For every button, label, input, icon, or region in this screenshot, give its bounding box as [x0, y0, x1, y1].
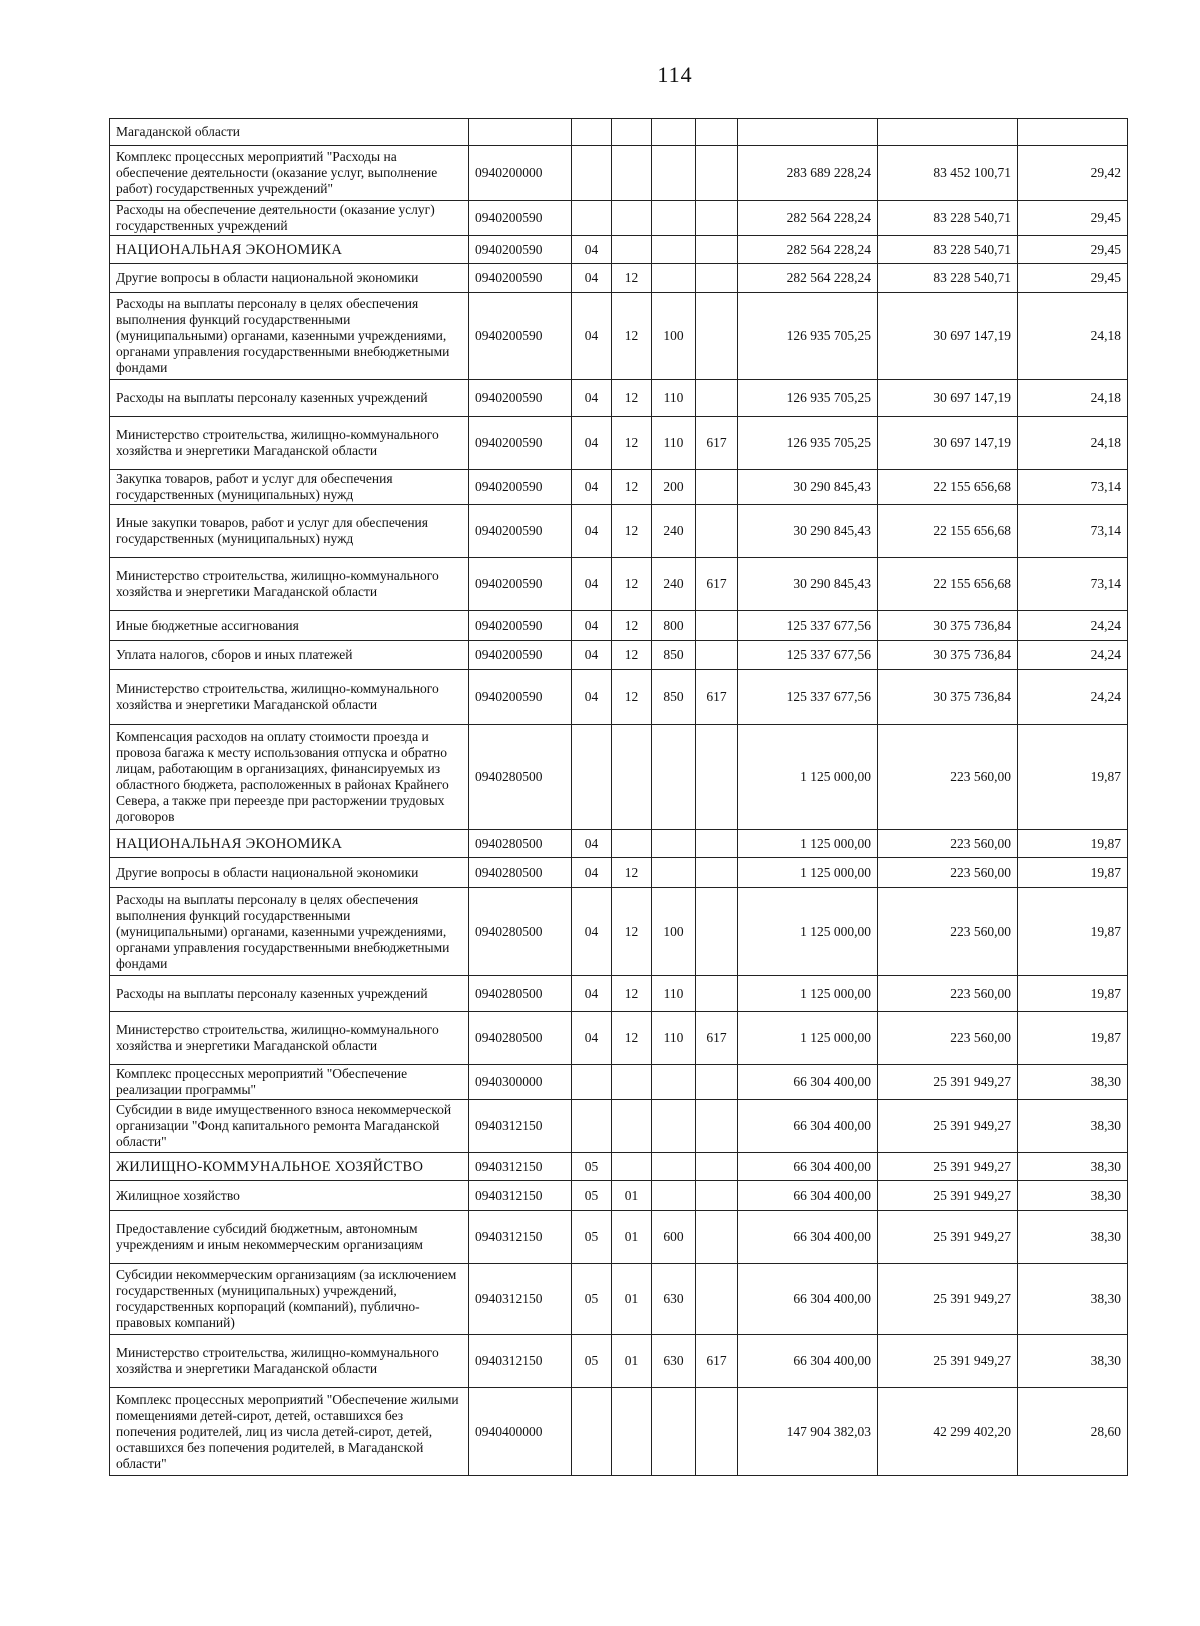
- section-code-cell: 05: [572, 1211, 612, 1264]
- planned-amount-cell: 1 125 000,00: [738, 888, 878, 976]
- table-row: [110, 417, 1128, 470]
- row-name-cell: Комплекс процессных мероприятий "Обеспечение реализации программы": [110, 1065, 469, 1100]
- expense-type-code-cell: 100: [652, 293, 696, 380]
- table-row: [110, 236, 1128, 264]
- planned-amount-cell: 66 304 400,00: [738, 1264, 878, 1335]
- planned-amount-cell: 1 125 000,00: [738, 830, 878, 858]
- table-row: [110, 146, 1128, 201]
- expense-type-code-cell: [652, 1100, 696, 1153]
- administrator-code-cell: 617: [696, 1335, 738, 1388]
- table-row: [110, 1100, 1128, 1153]
- row-name-cell: НАЦИОНАЛЬНАЯ ЭКОНОМИКА: [110, 236, 469, 264]
- planned-amount-cell: 147 904 382,03: [738, 1388, 878, 1476]
- subsection-code-cell: 12: [612, 858, 652, 888]
- planned-amount-cell: 126 935 705,25: [738, 417, 878, 470]
- section-code-cell: 04: [572, 976, 612, 1012]
- execution-percent-cell: 24,18: [1018, 417, 1128, 470]
- target-code-cell: [469, 119, 572, 146]
- expense-type-code-cell: [652, 725, 696, 830]
- row-name-cell: Расходы на обеспечение деятельности (оказание услуг) государственных учреждений: [110, 201, 469, 236]
- row-name-cell: Иные бюджетные ассигнования: [110, 611, 469, 641]
- section-code-cell: [572, 1100, 612, 1153]
- target-code-cell: 0940280500: [469, 976, 572, 1012]
- expense-type-code-cell: [652, 201, 696, 236]
- administrator-code-cell: [696, 264, 738, 293]
- target-code-cell: 0940200590: [469, 264, 572, 293]
- subsection-code-cell: [612, 830, 652, 858]
- execution-percent-cell: 24,24: [1018, 670, 1128, 725]
- section-code-cell: 04: [572, 641, 612, 670]
- expense-type-code-cell: 600: [652, 1211, 696, 1264]
- table-row: [110, 380, 1128, 417]
- subsection-code-cell: 12: [612, 1012, 652, 1065]
- executed-amount-cell: 42 299 402,20: [878, 1388, 1018, 1476]
- administrator-code-cell: 617: [696, 1012, 738, 1065]
- row-name-cell: Министерство строительства, жилищно-коммунального хозяйства и энергетики Магаданской области: [110, 670, 469, 725]
- section-code-cell: [572, 1388, 612, 1476]
- subsection-code-cell: 12: [612, 505, 652, 558]
- section-code-cell: [572, 725, 612, 830]
- administrator-code-cell: [696, 888, 738, 976]
- planned-amount-cell: 66 304 400,00: [738, 1065, 878, 1100]
- administrator-code-cell: [696, 1388, 738, 1476]
- section-code-cell: 04: [572, 858, 612, 888]
- section-code-cell: 04: [572, 1012, 612, 1065]
- execution-percent-cell: 19,87: [1018, 976, 1128, 1012]
- planned-amount-cell: 1 125 000,00: [738, 725, 878, 830]
- execution-percent-cell: 38,30: [1018, 1264, 1128, 1335]
- target-code-cell: 0940312150: [469, 1153, 572, 1181]
- section-code-cell: 05: [572, 1181, 612, 1211]
- planned-amount-cell: 282 564 228,24: [738, 264, 878, 293]
- section-code-cell: [572, 146, 612, 201]
- target-code-cell: 0940200590: [469, 417, 572, 470]
- subsection-code-cell: 01: [612, 1264, 652, 1335]
- executed-amount-cell: 22 155 656,68: [878, 558, 1018, 611]
- section-code-cell: 04: [572, 264, 612, 293]
- subsection-code-cell: [612, 236, 652, 264]
- page-number: 114: [657, 62, 693, 87]
- table-row: [110, 858, 1128, 888]
- administrator-code-cell: 617: [696, 670, 738, 725]
- target-code-cell: 0940280500: [469, 858, 572, 888]
- planned-amount-cell: 66 304 400,00: [738, 1211, 878, 1264]
- executed-amount-cell: 22 155 656,68: [878, 470, 1018, 505]
- executed-amount-cell: 25 391 949,27: [878, 1335, 1018, 1388]
- subsection-code-cell: [612, 725, 652, 830]
- subsection-code-cell: [612, 1388, 652, 1476]
- execution-percent-cell: 19,87: [1018, 888, 1128, 976]
- target-code-cell: 0940280500: [469, 1012, 572, 1065]
- section-code-cell: 04: [572, 470, 612, 505]
- administrator-code-cell: [696, 1181, 738, 1211]
- row-name-cell: Другие вопросы в области национальной экономики: [110, 858, 469, 888]
- section-code-cell: [572, 1065, 612, 1100]
- table-row: [110, 1211, 1128, 1264]
- expense-type-code-cell: 110: [652, 976, 696, 1012]
- target-code-cell: 0940312150: [469, 1211, 572, 1264]
- execution-percent-cell: 38,30: [1018, 1100, 1128, 1153]
- row-name-cell: ЖИЛИЩНО-КОММУНАЛЬНОЕ ХОЗЯЙСТВО: [110, 1153, 469, 1181]
- execution-percent-cell: 24,18: [1018, 380, 1128, 417]
- target-code-cell: 0940200590: [469, 505, 572, 558]
- subsection-code-cell: 12: [612, 670, 652, 725]
- table-row: [110, 888, 1128, 976]
- table-row: [110, 264, 1128, 293]
- target-code-cell: 0940200590: [469, 670, 572, 725]
- table-row: [110, 641, 1128, 670]
- planned-amount-cell: 1 125 000,00: [738, 976, 878, 1012]
- table-row: [110, 1065, 1128, 1100]
- executed-amount-cell: 30 697 147,19: [878, 417, 1018, 470]
- subsection-code-cell: [612, 119, 652, 146]
- section-code-cell: 04: [572, 830, 612, 858]
- execution-percent-cell: 38,30: [1018, 1153, 1128, 1181]
- executed-amount-cell: 223 560,00: [878, 976, 1018, 1012]
- table-row: [110, 119, 1128, 146]
- administrator-code-cell: [696, 1065, 738, 1100]
- table-row: [110, 201, 1128, 236]
- executed-amount-cell: 83 452 100,71: [878, 146, 1018, 201]
- planned-amount-cell: 1 125 000,00: [738, 1012, 878, 1065]
- row-name-cell: Иные закупки товаров, работ и услуг для обеспечения государственных (муниципальных) нужд: [110, 505, 469, 558]
- administrator-code-cell: [696, 505, 738, 558]
- planned-amount-cell: 30 290 845,43: [738, 558, 878, 611]
- subsection-code-cell: [612, 1065, 652, 1100]
- expense-type-code-cell: [652, 264, 696, 293]
- expense-type-code-cell: [652, 119, 696, 146]
- planned-amount-cell: 283 689 228,24: [738, 146, 878, 201]
- expense-type-code-cell: [652, 1153, 696, 1181]
- row-name-cell: Субсидии некоммерческим организациям (за исключением государственных (муниципальных) учреждений, государственных корпораций (компаний), публично-правовых компаний): [110, 1264, 469, 1335]
- administrator-code-cell: [696, 470, 738, 505]
- executed-amount-cell: 25 391 949,27: [878, 1153, 1018, 1181]
- executed-amount-cell: 223 560,00: [878, 888, 1018, 976]
- expense-type-code-cell: [652, 146, 696, 201]
- executed-amount-cell: 223 560,00: [878, 725, 1018, 830]
- executed-amount-cell: 83 228 540,71: [878, 201, 1018, 236]
- section-code-cell: [572, 119, 612, 146]
- target-code-cell: 0940312150: [469, 1181, 572, 1211]
- subsection-code-cell: 12: [612, 611, 652, 641]
- executed-amount-cell: 223 560,00: [878, 1012, 1018, 1065]
- administrator-code-cell: [696, 1211, 738, 1264]
- subsection-code-cell: [612, 146, 652, 201]
- subsection-code-cell: 12: [612, 641, 652, 670]
- expense-type-code-cell: 200: [652, 470, 696, 505]
- row-name-cell: НАЦИОНАЛЬНАЯ ЭКОНОМИКА: [110, 830, 469, 858]
- table-row: [110, 1264, 1128, 1335]
- execution-percent-cell: 29,42: [1018, 146, 1128, 201]
- executed-amount-cell: 25 391 949,27: [878, 1065, 1018, 1100]
- target-code-cell: 0940200000: [469, 146, 572, 201]
- executed-amount-cell: 30 375 736,84: [878, 611, 1018, 641]
- expense-type-code-cell: 240: [652, 505, 696, 558]
- executed-amount-cell: 25 391 949,27: [878, 1100, 1018, 1153]
- execution-percent-cell: 38,30: [1018, 1181, 1128, 1211]
- target-code-cell: 0940400000: [469, 1388, 572, 1476]
- expense-type-code-cell: 630: [652, 1335, 696, 1388]
- planned-amount-cell: 30 290 845,43: [738, 505, 878, 558]
- executed-amount-cell: 30 697 147,19: [878, 380, 1018, 417]
- administrator-code-cell: [696, 380, 738, 417]
- expense-type-code-cell: 110: [652, 1012, 696, 1065]
- section-code-cell: 04: [572, 417, 612, 470]
- administrator-code-cell: [696, 293, 738, 380]
- target-code-cell: 0940200590: [469, 611, 572, 641]
- subsection-code-cell: 12: [612, 976, 652, 1012]
- subsection-code-cell: 12: [612, 264, 652, 293]
- section-code-cell: 05: [572, 1335, 612, 1388]
- subsection-code-cell: 12: [612, 380, 652, 417]
- planned-amount-cell: 126 935 705,25: [738, 380, 878, 417]
- table-row: [110, 1335, 1128, 1388]
- table-row: [110, 670, 1128, 725]
- table-row: [110, 830, 1128, 858]
- expense-type-code-cell: [652, 236, 696, 264]
- administrator-code-cell: [696, 236, 738, 264]
- target-code-cell: 0940312150: [469, 1100, 572, 1153]
- administrator-code-cell: [696, 1153, 738, 1181]
- expense-type-code-cell: [652, 1181, 696, 1211]
- administrator-code-cell: 617: [696, 558, 738, 611]
- planned-amount-cell: 30 290 845,43: [738, 470, 878, 505]
- execution-percent-cell: 29,45: [1018, 236, 1128, 264]
- administrator-code-cell: [696, 201, 738, 236]
- expense-type-code-cell: 800: [652, 611, 696, 641]
- planned-amount-cell: 282 564 228,24: [738, 201, 878, 236]
- executed-amount-cell: 25 391 949,27: [878, 1211, 1018, 1264]
- section-code-cell: 04: [572, 380, 612, 417]
- executed-amount-cell: 223 560,00: [878, 858, 1018, 888]
- section-code-cell: 04: [572, 558, 612, 611]
- executed-amount-cell: 223 560,00: [878, 830, 1018, 858]
- subsection-code-cell: 01: [612, 1181, 652, 1211]
- execution-percent-cell: 19,87: [1018, 1012, 1128, 1065]
- administrator-code-cell: 617: [696, 417, 738, 470]
- section-code-cell: [572, 201, 612, 236]
- row-name-cell: Магаданской области: [110, 119, 469, 146]
- target-code-cell: 0940200590: [469, 236, 572, 264]
- row-name-cell: Предоставление субсидий бюджетным, автономным учреждениям и иным некоммерческим организациям: [110, 1211, 469, 1264]
- subsection-code-cell: [612, 1153, 652, 1181]
- execution-percent-cell: 29,45: [1018, 264, 1128, 293]
- target-code-cell: 0940200590: [469, 558, 572, 611]
- executed-amount-cell: 83 228 540,71: [878, 236, 1018, 264]
- section-code-cell: 05: [572, 1264, 612, 1335]
- target-code-cell: 0940280500: [469, 888, 572, 976]
- planned-amount-cell: 126 935 705,25: [738, 293, 878, 380]
- expense-type-code-cell: 110: [652, 417, 696, 470]
- target-code-cell: 0940280500: [469, 830, 572, 858]
- target-code-cell: 0940280500: [469, 725, 572, 830]
- target-code-cell: 0940300000: [469, 1065, 572, 1100]
- row-name-cell: Комплекс процессных мероприятий "Расходы на обеспечение деятельности (оказание услуг, выполнение работ) государственных учреждений": [110, 146, 469, 201]
- row-name-cell: Субсидии в виде имущественного взноса некоммерческой организации "Фонд капитального ремонта Магаданской области": [110, 1100, 469, 1153]
- expense-type-code-cell: 850: [652, 670, 696, 725]
- administrator-code-cell: [696, 119, 738, 146]
- execution-percent-cell: 19,87: [1018, 830, 1128, 858]
- expense-type-code-cell: 630: [652, 1264, 696, 1335]
- subsection-code-cell: 12: [612, 293, 652, 380]
- table-row: [110, 1153, 1128, 1181]
- administrator-code-cell: [696, 611, 738, 641]
- target-code-cell: 0940200590: [469, 380, 572, 417]
- planned-amount-cell: 66 304 400,00: [738, 1181, 878, 1211]
- table-row: [110, 611, 1128, 641]
- section-code-cell: 04: [572, 236, 612, 264]
- administrator-code-cell: [696, 830, 738, 858]
- planned-amount-cell: 66 304 400,00: [738, 1335, 878, 1388]
- table-row: [110, 976, 1128, 1012]
- section-code-cell: 04: [572, 293, 612, 380]
- expense-type-code-cell: [652, 830, 696, 858]
- target-code-cell: 0940200590: [469, 470, 572, 505]
- expense-type-code-cell: [652, 858, 696, 888]
- row-name-cell: Расходы на выплаты персоналу казенных учреждений: [110, 976, 469, 1012]
- table-row: [110, 1012, 1128, 1065]
- section-code-cell: 05: [572, 1153, 612, 1181]
- expense-type-code-cell: 240: [652, 558, 696, 611]
- execution-percent-cell: 28,60: [1018, 1388, 1128, 1476]
- row-name-cell: Министерство строительства, жилищно-коммунального хозяйства и энергетики Магаданской области: [110, 1335, 469, 1388]
- row-name-cell: Другие вопросы в области национальной экономики: [110, 264, 469, 293]
- row-name-cell: Расходы на выплаты персоналу казенных учреждений: [110, 380, 469, 417]
- section-code-cell: 04: [572, 888, 612, 976]
- planned-amount-cell: 282 564 228,24: [738, 236, 878, 264]
- executed-amount-cell: 83 228 540,71: [878, 264, 1018, 293]
- planned-amount-cell: 66 304 400,00: [738, 1100, 878, 1153]
- execution-percent-cell: 24,18: [1018, 293, 1128, 380]
- administrator-code-cell: [696, 641, 738, 670]
- execution-percent-cell: 24,24: [1018, 641, 1128, 670]
- executed-amount-cell: [878, 119, 1018, 146]
- execution-percent-cell: [1018, 119, 1128, 146]
- expense-type-code-cell: 110: [652, 380, 696, 417]
- administrator-code-cell: [696, 725, 738, 830]
- target-code-cell: 0940312150: [469, 1335, 572, 1388]
- expense-type-code-cell: 850: [652, 641, 696, 670]
- execution-percent-cell: 38,30: [1018, 1335, 1128, 1388]
- expense-type-code-cell: 100: [652, 888, 696, 976]
- table-row: [110, 725, 1128, 830]
- target-code-cell: 0940200590: [469, 293, 572, 380]
- subsection-code-cell: 01: [612, 1335, 652, 1388]
- executed-amount-cell: 25 391 949,27: [878, 1181, 1018, 1211]
- table-row: [110, 293, 1128, 380]
- subsection-code-cell: [612, 201, 652, 236]
- row-name-cell: Уплата налогов, сборов и иных платежей: [110, 641, 469, 670]
- section-code-cell: 04: [572, 611, 612, 641]
- execution-percent-cell: 24,24: [1018, 611, 1128, 641]
- planned-amount-cell: 125 337 677,56: [738, 641, 878, 670]
- table-row: [110, 558, 1128, 611]
- target-code-cell: 0940200590: [469, 201, 572, 236]
- budget-table: [109, 118, 1128, 1476]
- executed-amount-cell: 22 155 656,68: [878, 505, 1018, 558]
- administrator-code-cell: [696, 1264, 738, 1335]
- subsection-code-cell: 12: [612, 888, 652, 976]
- executed-amount-cell: 25 391 949,27: [878, 1264, 1018, 1335]
- planned-amount-cell: 66 304 400,00: [738, 1153, 878, 1181]
- execution-percent-cell: 38,30: [1018, 1065, 1128, 1100]
- row-name-cell: Закупка товаров, работ и услуг для обеспечения государственных (муниципальных) нужд: [110, 470, 469, 505]
- execution-percent-cell: 29,45: [1018, 201, 1128, 236]
- budget-table-body: [110, 119, 1128, 1476]
- target-code-cell: 0940312150: [469, 1264, 572, 1335]
- administrator-code-cell: [696, 858, 738, 888]
- execution-percent-cell: 38,30: [1018, 1211, 1128, 1264]
- target-code-cell: 0940200590: [469, 641, 572, 670]
- execution-percent-cell: 73,14: [1018, 505, 1128, 558]
- row-name-cell: Министерство строительства, жилищно-коммунального хозяйства и энергетики Магаданской области: [110, 558, 469, 611]
- executed-amount-cell: 30 375 736,84: [878, 641, 1018, 670]
- row-name-cell: Комплекс процессных мероприятий "Обеспечение жилыми помещениями детей-сирот, детей, оставшихся без попечения родителей, лиц из числа детей-сирот, детей, оставшихся без попечения родителей, в Магаданской области": [110, 1388, 469, 1476]
- planned-amount-cell: 125 337 677,56: [738, 611, 878, 641]
- execution-percent-cell: 73,14: [1018, 470, 1128, 505]
- row-name-cell: Расходы на выплаты персоналу в целях обеспечения выполнения функций государственными (муниципальными) органами, казенными учреждениями, органами управления государственными внебюджетными фондами: [110, 293, 469, 380]
- expense-type-code-cell: [652, 1388, 696, 1476]
- section-code-cell: 04: [572, 505, 612, 558]
- planned-amount-cell: [738, 119, 878, 146]
- row-name-cell: Жилищное хозяйство: [110, 1181, 469, 1211]
- table-row: [110, 470, 1128, 505]
- expense-type-code-cell: [652, 1065, 696, 1100]
- table-row: [110, 505, 1128, 558]
- subsection-code-cell: 01: [612, 1211, 652, 1264]
- subsection-code-cell: 12: [612, 470, 652, 505]
- executed-amount-cell: 30 375 736,84: [878, 670, 1018, 725]
- administrator-code-cell: [696, 146, 738, 201]
- execution-percent-cell: 19,87: [1018, 725, 1128, 830]
- planned-amount-cell: 125 337 677,56: [738, 670, 878, 725]
- row-name-cell: Расходы на выплаты персоналу в целях обеспечения выполнения функций государственными (муниципальными) органами, казенными учреждениями, органами управления государственными внебюджетными фондами: [110, 888, 469, 976]
- section-code-cell: 04: [572, 670, 612, 725]
- execution-percent-cell: 19,87: [1018, 858, 1128, 888]
- subsection-code-cell: 12: [612, 558, 652, 611]
- planned-amount-cell: 1 125 000,00: [738, 858, 878, 888]
- subsection-code-cell: [612, 1100, 652, 1153]
- executed-amount-cell: 30 697 147,19: [878, 293, 1018, 380]
- row-name-cell: Министерство строительства, жилищно-коммунального хозяйства и энергетики Магаданской области: [110, 417, 469, 470]
- row-name-cell: Министерство строительства, жилищно-коммунального хозяйства и энергетики Магаданской области: [110, 1012, 469, 1065]
- table-row: [110, 1388, 1128, 1476]
- execution-percent-cell: 73,14: [1018, 558, 1128, 611]
- administrator-code-cell: [696, 1100, 738, 1153]
- table-row: [110, 1181, 1128, 1211]
- administrator-code-cell: [696, 976, 738, 1012]
- row-name-cell: Компенсация расходов на оплату стоимости проезда и провоза багажа к месту использования отпуска и обратно лицам, работающим в организациях, финансируемых из областного бюджета, расположенных в районах Крайнего Севера, а также при переезде при расторжении трудовых договоров: [110, 725, 469, 830]
- subsection-code-cell: 12: [612, 417, 652, 470]
